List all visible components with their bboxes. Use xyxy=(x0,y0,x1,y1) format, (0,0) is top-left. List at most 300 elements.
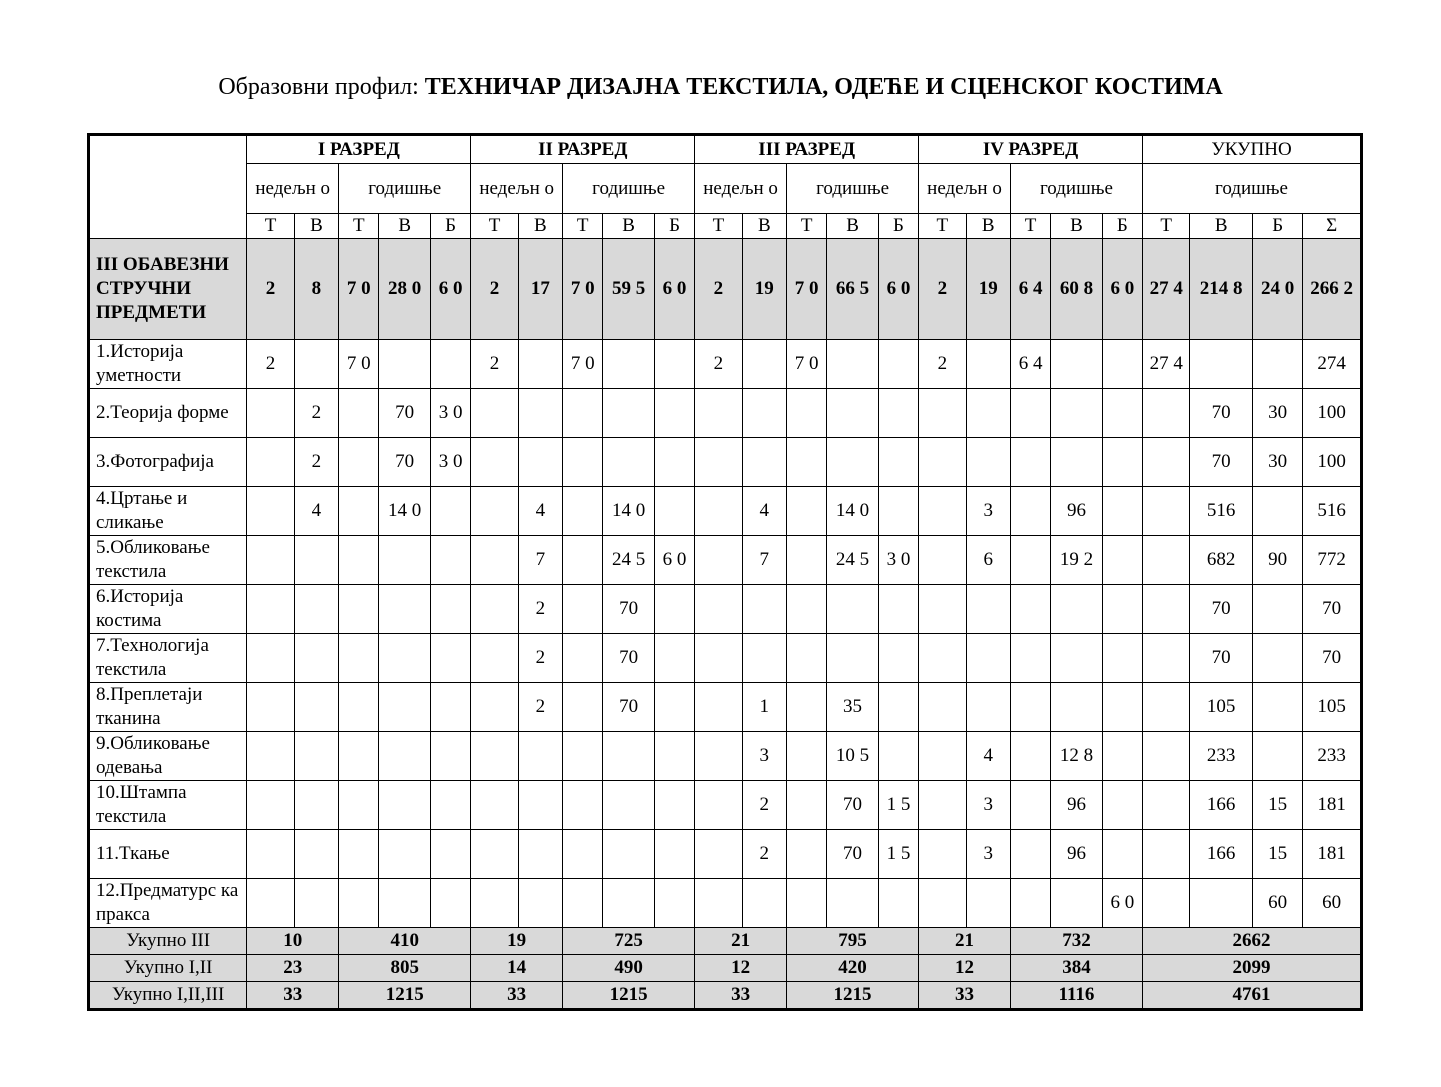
weekly-header: недељн о xyxy=(695,164,787,214)
table-cell xyxy=(786,634,826,683)
table-row xyxy=(89,879,1362,928)
table-cell xyxy=(1143,879,1190,928)
table-cell: 70 xyxy=(1303,634,1362,683)
table-cell xyxy=(695,487,742,536)
table-cell xyxy=(1010,634,1050,683)
section-cell: 7 0 xyxy=(339,239,379,340)
corner-cell xyxy=(89,135,247,239)
table-cell xyxy=(786,781,826,830)
table-cell xyxy=(563,487,603,536)
section-cell: 59 5 xyxy=(603,239,654,340)
table-cell xyxy=(1252,732,1302,781)
table-cell xyxy=(1252,585,1302,634)
table-cell xyxy=(471,879,518,928)
table-cell xyxy=(1051,340,1102,389)
total-cell: 420 xyxy=(786,955,918,982)
table-cell xyxy=(379,732,430,781)
table-row xyxy=(89,340,1362,389)
table-cell: 3 xyxy=(742,732,786,781)
table-cell xyxy=(518,732,562,781)
table-cell xyxy=(654,487,694,536)
table-cell xyxy=(563,830,603,879)
table-cell xyxy=(919,585,966,634)
table-cell: 2 xyxy=(247,340,294,389)
section-label: III ОБАВЕЗНИ СТРУЧНИ ПРЕДМЕТИ xyxy=(89,239,247,340)
table-cell xyxy=(966,438,1010,487)
table-row xyxy=(89,536,1362,585)
table-cell xyxy=(1252,340,1302,389)
col-v: В xyxy=(827,214,878,239)
table-cell xyxy=(1143,732,1190,781)
col-v: В xyxy=(518,214,562,239)
table-cell xyxy=(1252,683,1302,732)
table-cell xyxy=(966,634,1010,683)
table-cell xyxy=(247,487,294,536)
table-cell: 96 xyxy=(1051,830,1102,879)
table-cell xyxy=(339,683,379,732)
table-cell xyxy=(1102,781,1142,830)
table-cell: 70 xyxy=(1190,389,1253,438)
col-t: Т xyxy=(339,214,379,239)
table-cell: 1 xyxy=(742,683,786,732)
table-cell xyxy=(430,487,470,536)
table-cell xyxy=(966,389,1010,438)
subject-name: 4.Цртање и сликање xyxy=(89,487,247,536)
table-cell xyxy=(247,781,294,830)
total-header: УКУПНО xyxy=(1143,135,1362,164)
table-cell xyxy=(827,634,878,683)
table-cell xyxy=(966,683,1010,732)
section-cell: 60 8 xyxy=(1051,239,1102,340)
col-b: Б xyxy=(878,214,918,239)
table-cell: 27 4 xyxy=(1143,340,1190,389)
table-cell xyxy=(471,683,518,732)
table-cell xyxy=(827,438,878,487)
table-cell xyxy=(1190,340,1253,389)
table-cell: 60 xyxy=(1252,879,1302,928)
table-row xyxy=(89,585,1362,634)
table-cell xyxy=(294,536,338,585)
table-cell xyxy=(518,879,562,928)
table-cell xyxy=(603,781,654,830)
table-cell: 2 xyxy=(919,340,966,389)
table-cell xyxy=(471,585,518,634)
total-cell: 410 xyxy=(339,928,471,955)
table-cell xyxy=(1051,634,1102,683)
table-cell xyxy=(471,536,518,585)
section-cell: 2 xyxy=(247,239,294,340)
col-v: В xyxy=(966,214,1010,239)
col-b: Б xyxy=(1252,214,1302,239)
table-cell: 30 xyxy=(1252,438,1302,487)
table-cell: 2 xyxy=(742,781,786,830)
section-cell: 24 0 xyxy=(1252,239,1302,340)
table-row xyxy=(89,438,1362,487)
table-cell xyxy=(471,438,518,487)
table-cell: 14 0 xyxy=(827,487,878,536)
section-row xyxy=(89,239,1362,340)
table-cell: 12 8 xyxy=(1051,732,1102,781)
table-cell: 2 xyxy=(518,585,562,634)
section-cell: 2 xyxy=(695,239,742,340)
table-cell: 166 xyxy=(1190,781,1253,830)
table-cell xyxy=(1010,585,1050,634)
table-row xyxy=(89,732,1362,781)
total-cell: 725 xyxy=(563,928,695,955)
table-cell xyxy=(919,536,966,585)
table-cell xyxy=(430,879,470,928)
table-cell xyxy=(339,536,379,585)
table-cell: 682 xyxy=(1190,536,1253,585)
table-cell xyxy=(878,634,918,683)
table-cell xyxy=(786,438,826,487)
table-cell xyxy=(603,732,654,781)
section-cell: 214 8 xyxy=(1190,239,1253,340)
table-cell: 3 xyxy=(966,830,1010,879)
table-cell: 1 5 xyxy=(878,781,918,830)
table-cell xyxy=(1143,683,1190,732)
total-cell: 2662 xyxy=(1143,928,1362,955)
table-cell xyxy=(518,340,562,389)
total-cell: 12 xyxy=(919,955,1011,982)
table-cell xyxy=(1010,389,1050,438)
table-cell xyxy=(430,830,470,879)
table-cell: 90 xyxy=(1252,536,1302,585)
col-v: В xyxy=(379,214,430,239)
table-cell xyxy=(247,732,294,781)
table-cell xyxy=(1102,389,1142,438)
total-cell: 384 xyxy=(1010,955,1142,982)
table-cell xyxy=(654,732,694,781)
table-cell xyxy=(1143,487,1190,536)
table-cell xyxy=(294,683,338,732)
total-label: Укупно III xyxy=(89,928,247,955)
table-cell xyxy=(1051,389,1102,438)
grade-header: IV РАЗРЕД xyxy=(919,135,1143,164)
table-cell xyxy=(1190,879,1253,928)
table-cell xyxy=(878,340,918,389)
table-cell xyxy=(518,830,562,879)
grade-header: II РАЗРЕД xyxy=(471,135,695,164)
table-cell xyxy=(695,389,742,438)
table-cell xyxy=(1102,732,1142,781)
table-cell xyxy=(742,340,786,389)
col-v: В xyxy=(603,214,654,239)
table-cell xyxy=(294,340,338,389)
table-cell: 24 5 xyxy=(603,536,654,585)
table-cell xyxy=(603,340,654,389)
table-cell xyxy=(654,340,694,389)
table-cell: 516 xyxy=(1190,487,1253,536)
table-cell xyxy=(919,683,966,732)
table-cell xyxy=(827,340,878,389)
table-cell xyxy=(379,781,430,830)
table-cell xyxy=(919,634,966,683)
section-cell: 19 xyxy=(966,239,1010,340)
table-cell xyxy=(1051,585,1102,634)
subject-name: 12.Предматурс ка пракса xyxy=(89,879,247,928)
table-cell xyxy=(430,536,470,585)
table-cell xyxy=(379,683,430,732)
table-cell xyxy=(1010,536,1050,585)
table-cell xyxy=(339,830,379,879)
table-cell xyxy=(563,634,603,683)
table-cell xyxy=(603,879,654,928)
section-cell: 7 0 xyxy=(563,239,603,340)
col-t: Т xyxy=(919,214,966,239)
page-title xyxy=(0,74,1441,101)
table-cell: 3 0 xyxy=(430,389,470,438)
table-cell xyxy=(1051,879,1102,928)
total-cell: 33 xyxy=(471,982,563,1010)
table-cell: 105 xyxy=(1190,683,1253,732)
table-cell xyxy=(339,634,379,683)
table-cell xyxy=(379,340,430,389)
section-cell: 66 5 xyxy=(827,239,878,340)
table-cell xyxy=(919,389,966,438)
table-cell: 6 4 xyxy=(1010,340,1050,389)
table-cell xyxy=(786,683,826,732)
table-cell xyxy=(966,585,1010,634)
table-cell xyxy=(430,683,470,732)
table-cell: 10 5 xyxy=(827,732,878,781)
table-cell xyxy=(471,487,518,536)
table-cell xyxy=(563,683,603,732)
table-cell xyxy=(654,781,694,830)
yearly-header: годишње xyxy=(1010,164,1142,214)
table-cell xyxy=(695,732,742,781)
table-cell: 24 5 xyxy=(827,536,878,585)
table-cell: 2 xyxy=(518,683,562,732)
table-cell xyxy=(294,585,338,634)
table-cell xyxy=(247,634,294,683)
table-cell xyxy=(379,634,430,683)
table-cell xyxy=(1010,683,1050,732)
table-cell: 4 xyxy=(966,732,1010,781)
table-cell xyxy=(919,830,966,879)
table-cell xyxy=(563,438,603,487)
table-cell xyxy=(742,634,786,683)
table-cell xyxy=(379,536,430,585)
table-cell xyxy=(742,879,786,928)
total-cell: 1215 xyxy=(563,982,695,1010)
table-cell xyxy=(1010,781,1050,830)
table-cell xyxy=(563,536,603,585)
table-cell xyxy=(247,879,294,928)
table-cell xyxy=(1010,732,1050,781)
table-cell xyxy=(827,389,878,438)
table-cell: 7 0 xyxy=(786,340,826,389)
table-cell xyxy=(563,879,603,928)
table-cell xyxy=(695,781,742,830)
table-cell xyxy=(379,830,430,879)
table-cell xyxy=(786,585,826,634)
table-cell xyxy=(563,389,603,438)
subject-name: 3.Фотографија xyxy=(89,438,247,487)
table-cell xyxy=(1102,585,1142,634)
table-cell xyxy=(563,781,603,830)
table-cell xyxy=(430,585,470,634)
col-v: В xyxy=(294,214,338,239)
col-sum: Σ xyxy=(1303,214,1362,239)
table-cell: 100 xyxy=(1303,438,1362,487)
total-cell: 19 xyxy=(471,928,563,955)
table-cell: 2 xyxy=(294,389,338,438)
table-cell: 7 xyxy=(742,536,786,585)
table-cell xyxy=(966,879,1010,928)
table-cell: 70 xyxy=(379,389,430,438)
subject-name: 11.Ткање xyxy=(89,830,247,879)
table-cell xyxy=(786,389,826,438)
table-cell: 70 xyxy=(1303,585,1362,634)
table-cell xyxy=(1102,438,1142,487)
table-cell xyxy=(518,781,562,830)
table-cell: 30 xyxy=(1252,389,1302,438)
table-cell xyxy=(471,389,518,438)
section-cell: 28 0 xyxy=(379,239,430,340)
subject-name: 7.Технологија текстила xyxy=(89,634,247,683)
table-cell: 6 0 xyxy=(654,536,694,585)
table-cell: 2 xyxy=(294,438,338,487)
table-cell xyxy=(1143,585,1190,634)
table-cell xyxy=(294,879,338,928)
table-cell: 6 xyxy=(966,536,1010,585)
table-cell xyxy=(1252,634,1302,683)
table-cell xyxy=(878,389,918,438)
subject-name: 1.Историја уметности xyxy=(89,340,247,389)
table-cell: 6 0 xyxy=(1102,879,1142,928)
table-cell xyxy=(563,585,603,634)
table-cell xyxy=(786,830,826,879)
table-cell: 181 xyxy=(1303,781,1362,830)
table-cell xyxy=(966,340,1010,389)
table-cell xyxy=(1010,879,1050,928)
table-cell xyxy=(654,683,694,732)
total-cell: 33 xyxy=(247,982,339,1010)
table-cell: 70 xyxy=(1190,634,1253,683)
weekly-header: недељн о xyxy=(471,164,563,214)
section-cell: 8 xyxy=(294,239,338,340)
table-cell xyxy=(518,438,562,487)
table-cell: 3 0 xyxy=(430,438,470,487)
profile-name: ТЕХНИЧАР ДИЗАЈНА ТЕКСТИЛА, ОДЕЋЕ И СЦЕНСКОГ КОСТИМА xyxy=(424,74,1223,100)
total-cell: 1116 xyxy=(1010,982,1142,1010)
table-cell xyxy=(1252,487,1302,536)
section-cell: 17 xyxy=(518,239,562,340)
yearly-header: годишње xyxy=(339,164,471,214)
table-cell: 70 xyxy=(603,585,654,634)
total-cell: 21 xyxy=(919,928,1011,955)
curriculum-table xyxy=(87,133,1363,1011)
table-cell xyxy=(742,438,786,487)
table-cell xyxy=(786,879,826,928)
table-cell xyxy=(695,438,742,487)
table-cell xyxy=(786,487,826,536)
total-cell: 2099 xyxy=(1143,955,1362,982)
table-cell xyxy=(1102,683,1142,732)
table-cell: 233 xyxy=(1303,732,1362,781)
table-cell xyxy=(1102,536,1142,585)
table-cell xyxy=(471,732,518,781)
yearly-header: годишње xyxy=(786,164,918,214)
table-cell xyxy=(294,830,338,879)
table-cell xyxy=(563,732,603,781)
table-cell xyxy=(1143,634,1190,683)
table-cell xyxy=(1051,683,1102,732)
table-cell: 70 xyxy=(603,683,654,732)
table-cell xyxy=(878,585,918,634)
table-cell xyxy=(430,340,470,389)
table-cell xyxy=(247,585,294,634)
table-cell: 7 xyxy=(518,536,562,585)
weekly-header: недељн о xyxy=(247,164,339,214)
total-label: Укупно I,II xyxy=(89,955,247,982)
table-cell xyxy=(878,732,918,781)
table-cell: 96 xyxy=(1051,487,1102,536)
total-cell: 14 xyxy=(471,955,563,982)
col-b: Б xyxy=(654,214,694,239)
col-b: Б xyxy=(430,214,470,239)
table-cell xyxy=(294,781,338,830)
total-cell: 12 xyxy=(695,955,787,982)
table-cell: 7 0 xyxy=(339,340,379,389)
table-cell: 14 0 xyxy=(603,487,654,536)
table-cell: 772 xyxy=(1303,536,1362,585)
table-cell xyxy=(247,389,294,438)
table-cell xyxy=(827,585,878,634)
table-cell xyxy=(654,389,694,438)
table-cell: 100 xyxy=(1303,389,1362,438)
table-cell: 70 xyxy=(1190,438,1253,487)
weekly-header: недељн о xyxy=(919,164,1011,214)
table-cell xyxy=(654,438,694,487)
table-cell xyxy=(695,585,742,634)
table-cell xyxy=(827,879,878,928)
table-cell xyxy=(1102,340,1142,389)
table-cell xyxy=(695,634,742,683)
table-cell xyxy=(1102,830,1142,879)
table-cell: 516 xyxy=(1303,487,1362,536)
table-cell xyxy=(878,879,918,928)
table-cell: 2 xyxy=(742,830,786,879)
section-cell: 2 xyxy=(919,239,966,340)
col-t: Т xyxy=(563,214,603,239)
table-cell: 4 xyxy=(294,487,338,536)
total-cell: 10 xyxy=(247,928,339,955)
table-cell: 19 2 xyxy=(1051,536,1102,585)
section-cell: 6 0 xyxy=(1102,239,1142,340)
total-cell: 795 xyxy=(786,928,918,955)
table-cell: 1 5 xyxy=(878,830,918,879)
table-cell xyxy=(430,781,470,830)
table-cell xyxy=(1143,830,1190,879)
table-cell xyxy=(919,781,966,830)
table-cell: 70 xyxy=(603,634,654,683)
total-cell: 732 xyxy=(1010,928,1142,955)
table-cell xyxy=(247,438,294,487)
total-cell: 1215 xyxy=(339,982,471,1010)
grade-header: I РАЗРЕД xyxy=(247,135,471,164)
table-cell: 105 xyxy=(1303,683,1362,732)
table-cell xyxy=(878,487,918,536)
table-cell xyxy=(654,585,694,634)
table-cell: 15 xyxy=(1252,830,1302,879)
total-cell: 490 xyxy=(563,955,695,982)
subject-name: 2.Теорија форме xyxy=(89,389,247,438)
total-row xyxy=(89,928,1362,955)
table-cell: 14 0 xyxy=(379,487,430,536)
table-cell xyxy=(339,389,379,438)
